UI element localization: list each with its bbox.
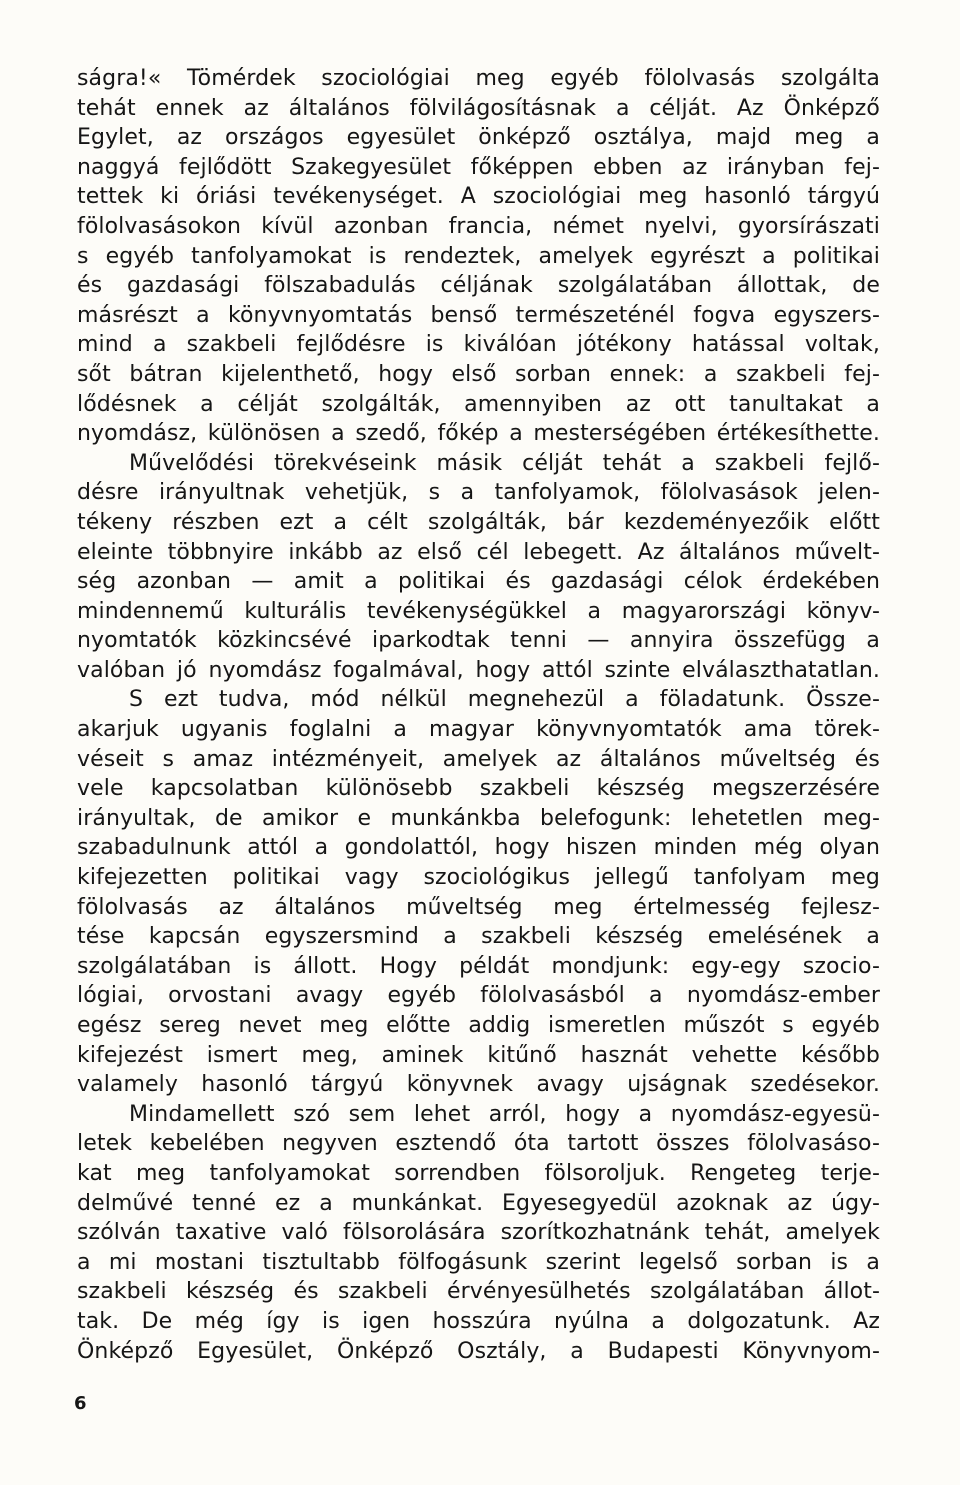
text-line: naggyá fejlődött Szakegyesület főképpen ebben az irányban fej- xyxy=(77,154,880,180)
text-line: másrészt a könyvnyomtatás benső természeténél fogva egyszers- xyxy=(77,302,880,328)
text-line: tékeny részben ezt a célt szolgálták, bár kezdeményezőik előtt xyxy=(77,509,880,535)
text-line: a mi mostani tisztultabb fölfogásunk szerint legelső sorban is a xyxy=(77,1249,880,1275)
text-line: kat meg tanfolyamokat sorrendben fölsoroljuk. Rengeteg terje- xyxy=(77,1160,880,1186)
text-line: tettek ki óriási tevékenységet. A szociológiai meg hasonló tárgyú xyxy=(77,184,880,210)
text-line: kifejezést ismert meg, aminek kitűnő hasznát vehette később xyxy=(77,1042,880,1068)
text-line: sőt bátran kijelenthető, hogy első sorban ennek: a szakbeli fej- xyxy=(77,361,880,387)
text-line: akarjuk ugyanis foglalni a magyar könyvnyomtatók ama törek- xyxy=(77,717,880,743)
text-line: eleinte többnyire inkább az első cél lebegett. Az általános művelt- xyxy=(77,539,880,565)
text-line: Önképző Egyesület, Önképző Osztály, a Budapesti Könyvnyom- xyxy=(77,1338,880,1364)
text-line: szólván taxative való fölsorolására szorítkozhatnánk tehát, amelyek xyxy=(77,1220,880,1246)
text-line: Mindamellett szó sem lehet arról, hogy a nyomdász-egyesü- xyxy=(129,1101,880,1127)
page-number: 6 xyxy=(74,1393,87,1414)
text-line: ságra!« Tömérdek szociológiai meg egyéb fölolvasás szolgálta xyxy=(77,66,880,91)
text-line: S ezt tudva, mód nélkül megnehezül a föladatunk. Össze- xyxy=(129,687,880,713)
text-line: irányultak, de amikor e munkánkba belefogunk: lehetetlen meg- xyxy=(77,805,880,831)
text-line: szakbeli készség és szakbeli érvényesülhetés szolgálatában állot- xyxy=(77,1279,880,1305)
text-line: Egylet, az országos egyesület önképző osztálya, majd meg a xyxy=(77,125,880,151)
text-line: szolgálatában is állott. Hogy példát mondjunk: egy-egy szocio- xyxy=(77,953,880,979)
text-line: tése kapcsán egyszersmind a szakbeli készség emelésének a xyxy=(77,924,880,950)
text-line: s egyéb tanfolyamokat is rendeztek, amelyek egyrészt a politikai xyxy=(77,243,880,269)
text-line: nyomtatók közkincsévé iparkodtak tenni — annyira összefügg a xyxy=(77,628,880,654)
text-line: fölolvasásokon kívül azonban francia, német nyelvi, gyorsírászati xyxy=(77,213,880,239)
text-line: valóban jó nyomdász fogalmával, hogy attól szinte elválaszthatatlan. xyxy=(77,657,880,683)
body-text xyxy=(77,64,880,1366)
text-line: mind a szakbeli fejlődésre is kiválóan jótékony hatással voltak, xyxy=(77,332,880,358)
text-line: véseit s amaz intézményeit, amelyek az általános műveltség és xyxy=(77,746,880,772)
text-line: kifejezetten politikai vagy szociológikus jellegű tanfolyam meg xyxy=(77,865,880,891)
text-line: szabadulnunk attól a gondolattól, hogy hiszen minden még olyan xyxy=(77,835,880,861)
text-line: lógiai, orvostani avagy egyéb fölolvasásból a nyomdász-ember xyxy=(77,983,880,1009)
text-line: ség azonban — amit a politikai és gazdasági célok érdekében xyxy=(77,569,880,595)
text-line: lődésnek a célját szolgálták, amennyiben az ott tanultakat a xyxy=(77,391,880,417)
text-line: nyomdász, különösen a szedő, főkép a mesterségében értékesíthette. xyxy=(77,421,880,447)
text-line: letek kebelében negyven esztendő óta tartott összes fölolvasáso- xyxy=(77,1131,880,1157)
text-line: Művelődési törekvéseink másik célját tehát a szakbeli fejlő- xyxy=(129,450,880,476)
text-line: mindennemű kulturális tevékenységükkel a magyarországi könyv- xyxy=(77,598,880,624)
text-line: vele kapcsolatban különösebb szakbeli készség megszerzésére xyxy=(77,776,880,802)
text-line: tehát ennek az általános fölvilágosításnak a célját. Az Önképző xyxy=(77,95,880,121)
text-line: désre irányultnak vehetjük, s a tanfolyamok, fölolvasások jelen- xyxy=(77,480,880,506)
text-line: fölolvasás az általános műveltség meg értelmesség fejlesz- xyxy=(77,894,880,920)
text-line: delművé tenné ez a munkánkat. Egyesegyedül azoknak az úgy- xyxy=(77,1190,880,1216)
text-line: valamely hasonló tárgyú könyvnek avagy ujságnak szedésekor. xyxy=(77,1072,880,1098)
text-line: tak. De még így is igen hosszúra nyúlna a dolgozatunk. Az xyxy=(77,1308,880,1334)
text-line: és gazdasági fölszabadulás céljának szolgálatában állottak, de xyxy=(77,273,880,299)
text-line: egész sereg nevet meg előtte addig ismeretlen műszót s egyéb xyxy=(77,1013,880,1038)
